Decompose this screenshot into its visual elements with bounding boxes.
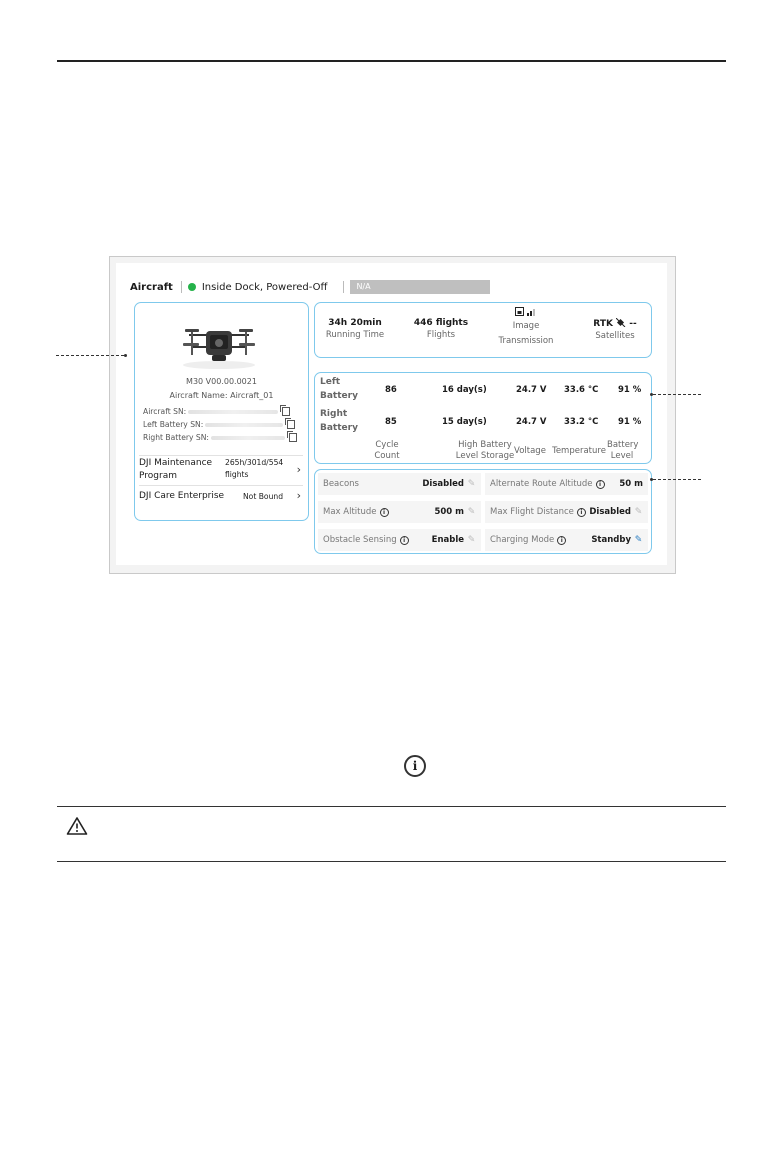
dock-aircraft-figure [109,256,676,574]
running-time-stat: 34h 20min Running Time [325,318,385,340]
right-battery-sn-row: Right Battery SN: [143,433,297,442]
status-dot-icon [188,283,196,291]
info-icon[interactable]: i [400,536,409,545]
left-battery-label: Left Battery [320,377,358,401]
care-label: DJI Care Enterprise [139,491,225,501]
max-altitude-setting[interactable]: Max Altitude i 500 m ✎ [318,501,481,523]
battery-level-header: Battery Level [607,440,639,461]
callout-line-settings [653,479,701,480]
callout-dot [124,354,127,357]
beacons-setting[interactable]: Beacons Disabled ✎ [318,473,481,495]
panel-title: Aircraft [130,281,173,293]
voltage-header: Voltage [514,446,546,456]
right-battery-label: Right Battery [320,409,358,433]
callout-line-battery [653,394,701,395]
header-rule [57,60,726,62]
aircraft-info-card [134,302,309,521]
obstacle-sensing-setting[interactable]: Obstacle Sensing i Enable ✎ [318,529,481,551]
info-icon[interactable]: i [557,536,566,545]
aircraft-panel [116,263,667,565]
copy-icon[interactable] [289,433,297,442]
pencil-icon[interactable]: ✎ [467,507,476,517]
aircraft-name: Aircraft Name: Aircraft_01 [169,391,274,400]
max-flight-distance-setting[interactable]: Max Flight Distance i Disabled ✎ [485,501,648,523]
info-icon: i [404,755,426,777]
na-bar: N/A [350,280,490,294]
flight-stats-card [314,302,652,358]
info-icon[interactable]: i [596,480,605,489]
redacted-sn [211,436,285,440]
maintenance-label: DJI Maintenance Program [139,458,213,481]
battery-card: Left Battery 86 16 day(s) 24.7 V 33.6 °C 91 % Right Battery 85 15 day(s) 24.7 V 33.2 °C 91 % Cycle Count High Battery Level Storage Voltage Temperature Battery Level [314,372,652,464]
aircraft-status: Inside Dock, Powered-Off [201,281,328,293]
drone-image [179,317,259,373]
copy-icon[interactable] [282,407,290,416]
satellites-stat: RTK -- Satellites [593,319,637,341]
pencil-icon[interactable]: ✎ [634,507,643,517]
copy-icon[interactable] [287,420,295,429]
maintenance-program-row[interactable] [139,457,303,485]
dji-care-row[interactable] [139,490,303,504]
chevron-right-icon: › [296,489,301,502]
satellite-off-icon [616,318,626,327]
pencil-icon[interactable]: ✎ [467,479,476,489]
pencil-icon[interactable]: ✎ [467,535,476,545]
warning-top-rule [57,806,726,807]
signal-icon [515,307,537,317]
charging-mode-setting[interactable]: Charging Mode i Standby ✎ [485,529,648,551]
panel-header [130,279,490,295]
redacted-sn [188,410,278,414]
temperature-header: Temperature [552,446,606,456]
settings-card [314,469,652,554]
info-icon[interactable]: i [380,508,389,517]
warning-icon [66,816,88,836]
chevron-right-icon: › [296,463,301,476]
pencil-icon[interactable]: ✎ [634,535,643,545]
alternate-route-altitude-setting[interactable]: Alternate Route Altitude i 50 m [485,473,648,495]
aircraft-sn-row: Aircraft SN: [143,407,290,416]
storage-header: High Battery Level Storage [455,440,515,461]
maintenance-value: 265h/301d/554 flights [225,458,284,479]
image-transmission-stat: Image Transmission [489,307,563,349]
flights-stat: 446 flights Flights [413,318,469,340]
left-battery-sn-row: Left Battery SN: [143,420,295,429]
redacted-sn [205,423,283,427]
info-icon[interactable]: i [577,508,586,517]
callout-line-left [56,355,124,356]
warning-bottom-rule [57,861,726,862]
firmware-version: M30 V00.00.0021 [186,377,257,386]
cycle-count-header: Cycle Count [374,440,400,461]
care-value: Not Bound [243,492,284,501]
